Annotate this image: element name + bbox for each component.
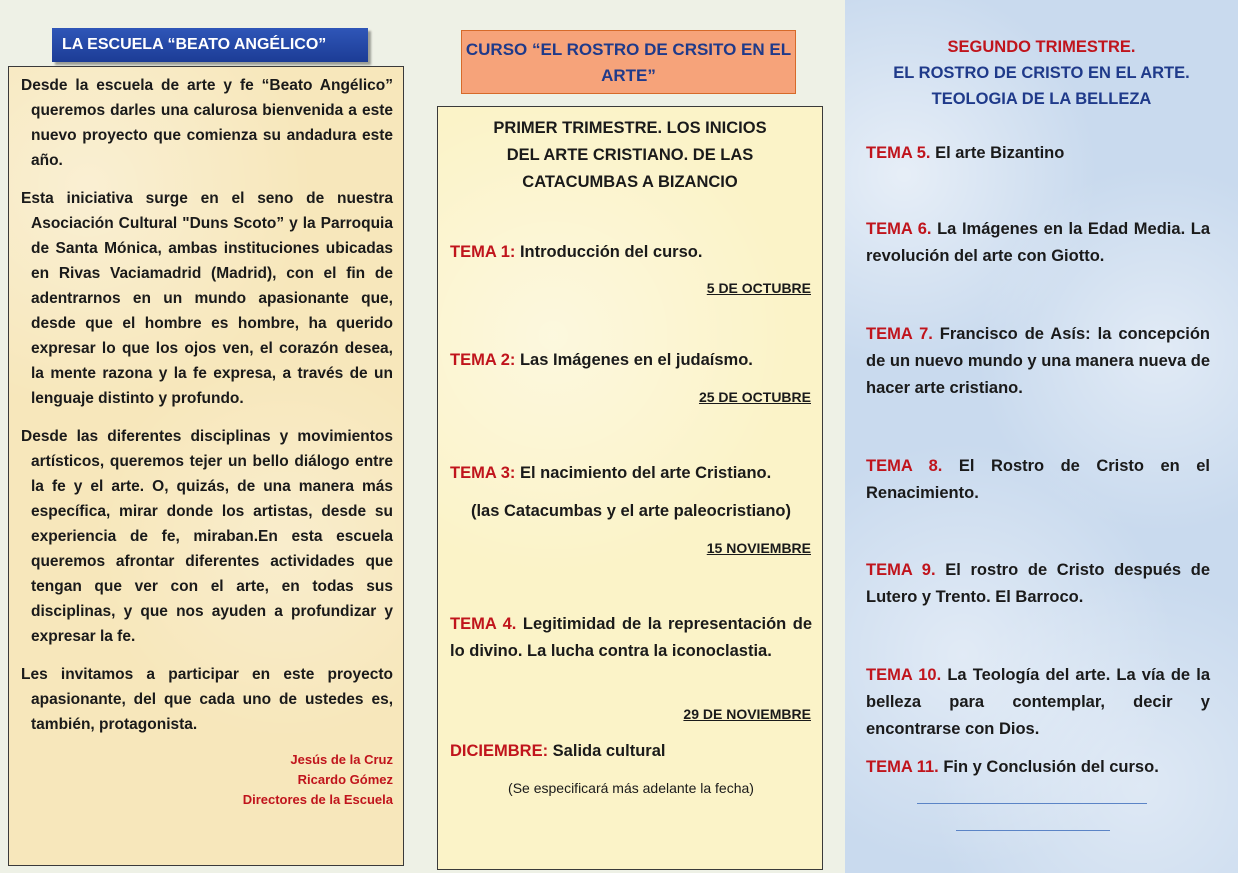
december-text: Salida cultural: [548, 742, 666, 760]
december-note: (Se especificará más adelante la fecha): [508, 780, 754, 796]
topic-6: [866, 216, 1210, 270]
topic-7-text: Francisco de Asís: la concepción de un nuevo mundo y una manera nueva de hacer arte cristiano.: [866, 325, 1211, 397]
signature-block: [21, 750, 393, 810]
topic-5: [866, 140, 1210, 167]
second-term-label: SEGUNDO TRIMESTRE.: [947, 38, 1136, 56]
topic-6-text: La Imágenes en la Edad Media. La revolución del arte con Giotto.: [866, 220, 1211, 265]
topic-1-date: 5 DE OCTUBRE: [706, 280, 811, 296]
topic-11-text: Fin y Conclusión del curso.: [938, 758, 1159, 776]
topic-10: [866, 662, 1210, 743]
topic-3: [450, 460, 812, 487]
topic-7-label: TEMA 7.: [866, 325, 933, 343]
second-term-title-1: EL ROSTRO DE CRISTO EN EL ARTE.: [893, 64, 1190, 82]
topic-2-label: TEMA 2:: [450, 351, 516, 369]
first-term-title: PRIMER TRIMESTRE. LOS INICIOS DEL ARTE CRISTIANO. DE LAS CATACUMBAS A BIZANCIO: [493, 119, 767, 191]
signature-name-1: Jesús de la Cruz: [290, 752, 393, 767]
welcome-paragraph-3: Desde las diferentes disciplinas y movimientos artísticos, queremos tejer un bello diálogo entre la fe y el arte. O, quizás, de una manera más específica, mirar donde los artistas, desde su experiencia de fe, miraban.En esta escuela queremos afrontar diferentes actividades que tengan que ver con el arte, en todas sus disciplinas, y que nos ayuden a profundizar y expresar la fe.: [21, 428, 393, 645]
topic-3-subtitle: (las Catacumbas y el arte paleocristiano): [470, 502, 792, 520]
signature-role: Directores de la Escuela: [242, 792, 393, 807]
topic-3-label: TEMA 3:: [450, 464, 516, 482]
second-term-title-2: TEOLOGIA DE LA BELLEZA: [931, 90, 1152, 108]
topic-8-label: TEMA 8.: [866, 457, 943, 475]
topic-3-text: El nacimiento del arte Cristiano.: [515, 464, 772, 482]
topic-10-text: La Teología del arte. La vía de la belleza para contemplar, decir y encontrarse con Dios.: [866, 666, 1210, 738]
divider-line-1: [917, 803, 1147, 804]
topic-5-text: El arte Bizantino: [930, 144, 1065, 162]
topic-2: [450, 347, 812, 374]
topic-11: [866, 754, 1210, 781]
topic-4-date: 29 DE NOVIEMBRE: [683, 706, 811, 722]
topic-6-label: TEMA 6.: [866, 220, 932, 238]
topic-1-text: Introducción del curso.: [515, 243, 703, 261]
course-title-banner: CURSO “EL ROSTRO DE CRSITO EN EL ARTE”: [461, 30, 796, 94]
topic-4-label: TEMA 4.: [450, 615, 517, 633]
topic-10-label: TEMA 10.: [866, 666, 942, 684]
topic-4-text: Legitimidad de la representación de lo divino. La lucha contra la iconoclastia.: [450, 615, 812, 660]
divider-line-2: [956, 830, 1110, 831]
second-term-panel: [845, 0, 1238, 873]
topic-11-label: TEMA 11.: [866, 758, 939, 776]
topic-4: [450, 611, 812, 665]
topic-2-text: Las Imágenes en el judaísmo.: [515, 351, 753, 369]
signature-name-2: Ricardo Gómez: [297, 772, 393, 787]
welcome-paragraph-2: Esta iniciativa surge en el seno de nuestra Asociación Cultural "Duns Scoto” y la Parroquia de Santa Mónica, ambas instituciones ubicadas en Rivas Vaciamadrid (Madrid), con el fin de adentrarnos en un mundo apasionante que, desde que el hombre es hombre, ha querido expresar lo que los ojos ven, el corazón desea, la mente razona y la fe expresa, a través de un lenguaje distinto y profundo.: [21, 190, 393, 407]
topic-7: [866, 321, 1210, 402]
topic-8-text: El Rostro de Cristo en el Renacimiento.: [866, 457, 1210, 502]
welcome-panel: [8, 66, 404, 866]
topic-1-label: TEMA 1:: [450, 243, 516, 261]
topic-9-text: El rostro de Cristo después de Lutero y Trento. El Barroco.: [866, 561, 1211, 606]
topic-5-label: TEMA 5.: [866, 144, 931, 162]
second-term-heading: [845, 34, 1238, 112]
topic-9: [866, 557, 1210, 611]
welcome-paragraph-1: Desde la escuela de arte y fe “Beato Angélico” queremos darles una calurosa bienvenida a este nuevo proyecto que comienza su andadura este año.: [21, 77, 393, 169]
school-title-banner: LA ESCUELA “BEATO ANGÉLICO”: [52, 28, 368, 62]
december-outing: [450, 738, 812, 765]
topic-2-date: 25 DE OCTUBRE: [698, 389, 811, 405]
topic-1: [450, 239, 812, 266]
welcome-paragraph-4: Les invitamos a participar en este proyecto apasionante, del que cada uno de ustedes es, también, protagonista.: [21, 666, 393, 733]
topic-8: [866, 453, 1210, 507]
first-term-panel: [437, 106, 823, 870]
topic-3-date: 15 NOVIEMBRE: [706, 540, 811, 556]
topic-9-label: TEMA 9.: [866, 561, 936, 579]
december-label: DICIEMBRE:: [450, 742, 549, 760]
